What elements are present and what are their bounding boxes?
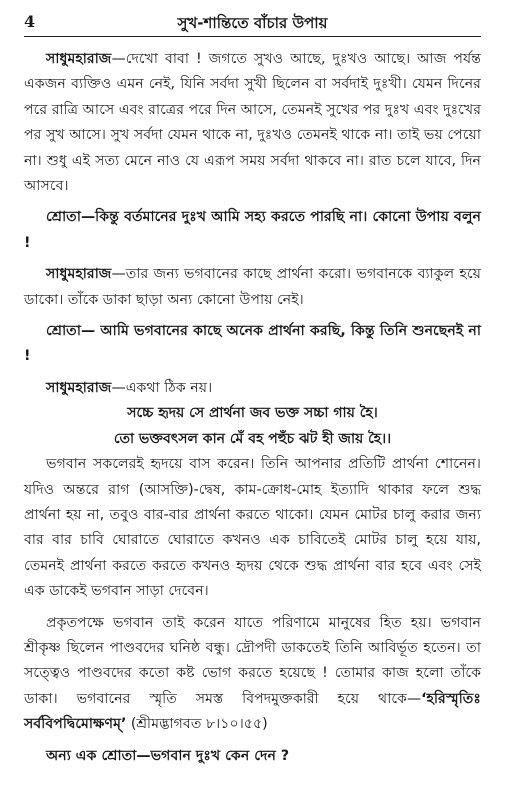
citation: (শ্রীমদ্ভাগবত ৮।১০।৫৫) (126, 716, 268, 733)
paragraph-1 (24, 47, 481, 199)
running-title: সুখ-শান্তিতে বাঁচার উপায় (177, 14, 328, 32)
paragraph-text: —ভগবান দুঃখ কেন দেন ? (136, 747, 290, 764)
verse-line-1: সচ্চে হৃদয় সে প্রার্থনা জব ভক্ত সচ্চা গায় হৈ। (127, 405, 378, 422)
paragraph-6: ভগবান সকলেরই হৃদয়ে বাস করেন। তিনি আপনার প্রতিটি প্রার্থনা শোনেন। যদিও অন্তরে রাগ (আসক্তি)-দ্বেষ, কাম-ক্রোধ-মোহ ইত্যাদি থাকার ফলে শুদ্ধ প্রার্থনা হয় না, তবুও বার-বার প্রার্থনা করতে থাকো। যেমন মোটর চালু করার জন্য বার বার চাবি ঘোরাতে ঘোরাতে কখনও এক চাবিতেই মোটর চালু হয়ে যায়, তেমনই প্রার্থনা করতে করতে কখনও হৃদয় থেকে শুদ্ধ প্রার্থনা বার হবে এবং সেই এক ডাকেই ভগবান সাড়া দেবেন। (24, 456, 481, 600)
paragraph-text: —কিন্তু বর্তমানের দুঃখ আমি সহ্য করতে পারছি না। কোনো উপায় বলুন ! (24, 209, 481, 251)
paragraph-7 (24, 611, 481, 738)
speaker-label: শ্রোতা (46, 323, 81, 340)
page-number: 4 (24, 12, 36, 31)
paragraph-4 (24, 319, 481, 370)
paragraph-text: —তার জন্য ভগবানের কাছে প্রার্থনা করো। ভগবানকে ব্যাকুল হয়ে ডাকো। তাঁকে ডাকা ছাড়া অন্য কোনো উপায় নেই। (24, 266, 481, 308)
paragraph-8 (24, 744, 481, 769)
speaker-label: সাধুমহারাজ (46, 51, 112, 67)
paragraph-text: — আমি ভগবানের কাছে অনেক প্রার্থনা করছি, কিন্তু তিনি শুনছেনই না ! (24, 323, 481, 365)
paragraph-5 (24, 376, 481, 401)
paragraph-text: প্রকৃতপক্ষে ভগবান তাই করেন যাতে পরিণামে মানুষের হিত হয়। ভগবান শ্রীকৃষ্ণ ছিলেন পাণ্ডবদের ঘনিষ্ঠ বন্ধু। দ্রৌপদী ডাকতেই তিনি আবির্ভূত হতেন। তা সত্ত্বেও পাণ্ডবদের কতো কষ্ট ভোগ করতে হয়েছে ! তোমার কাজ হলো তাঁকে ডাকা। ভগবানের স্মৃতি সমস্ত বিপদমুক্তকারী হয়ে থাকে— (24, 614, 481, 707)
page-header (24, 10, 481, 37)
paragraph-3 (24, 262, 481, 313)
paragraph-2 (24, 205, 481, 256)
paragraph-text: —দেখো বাবা ! জগতে সুখও আছে, দুঃখও আছে। আজ পর্যন্ত একজন ব্যক্তিও এমন নেই, যিনি সর্বদা সুখী ছিলেন বা সর্বদাই দুঃখী। যেমন দিনের পরে রাত্রি আসে এবং রাত্রের পরে দিন আসে, তেমনই সুখের পর দুঃখ এবং দুঃখের পর সুখ আসে। সুখ সর্বদা যেমন থাকে না, দুঃখও তেমনই থাকে না। তাই ভয় পেয়ো না। শুধু এই সত্য মেনে নাও যে এরূপ সময় সর্বদা থাকবে না। রাত চলে যাবে, দিন আসবে। (24, 51, 481, 195)
paragraph-text: —একথা ঠিক নয়। (111, 379, 213, 396)
speaker-label: সাধুমহারাজ (46, 266, 112, 283)
speaker-label: অন্য এক শ্রোতা (46, 747, 137, 764)
page-body (24, 47, 481, 769)
verse-line-2: তো ভক্তবৎসল কান মেঁ বহ পহুঁচ ঝট হী জায় হৈ।। (113, 430, 392, 447)
speaker-label: শ্রোতা (46, 209, 81, 226)
sanskrit-quote: ‘হরিস্মৃতিঃ সর্ববিপদ্বিমোক্ষণম্’ (24, 690, 481, 733)
speaker-label: সাধুমহারাজ (46, 379, 112, 396)
